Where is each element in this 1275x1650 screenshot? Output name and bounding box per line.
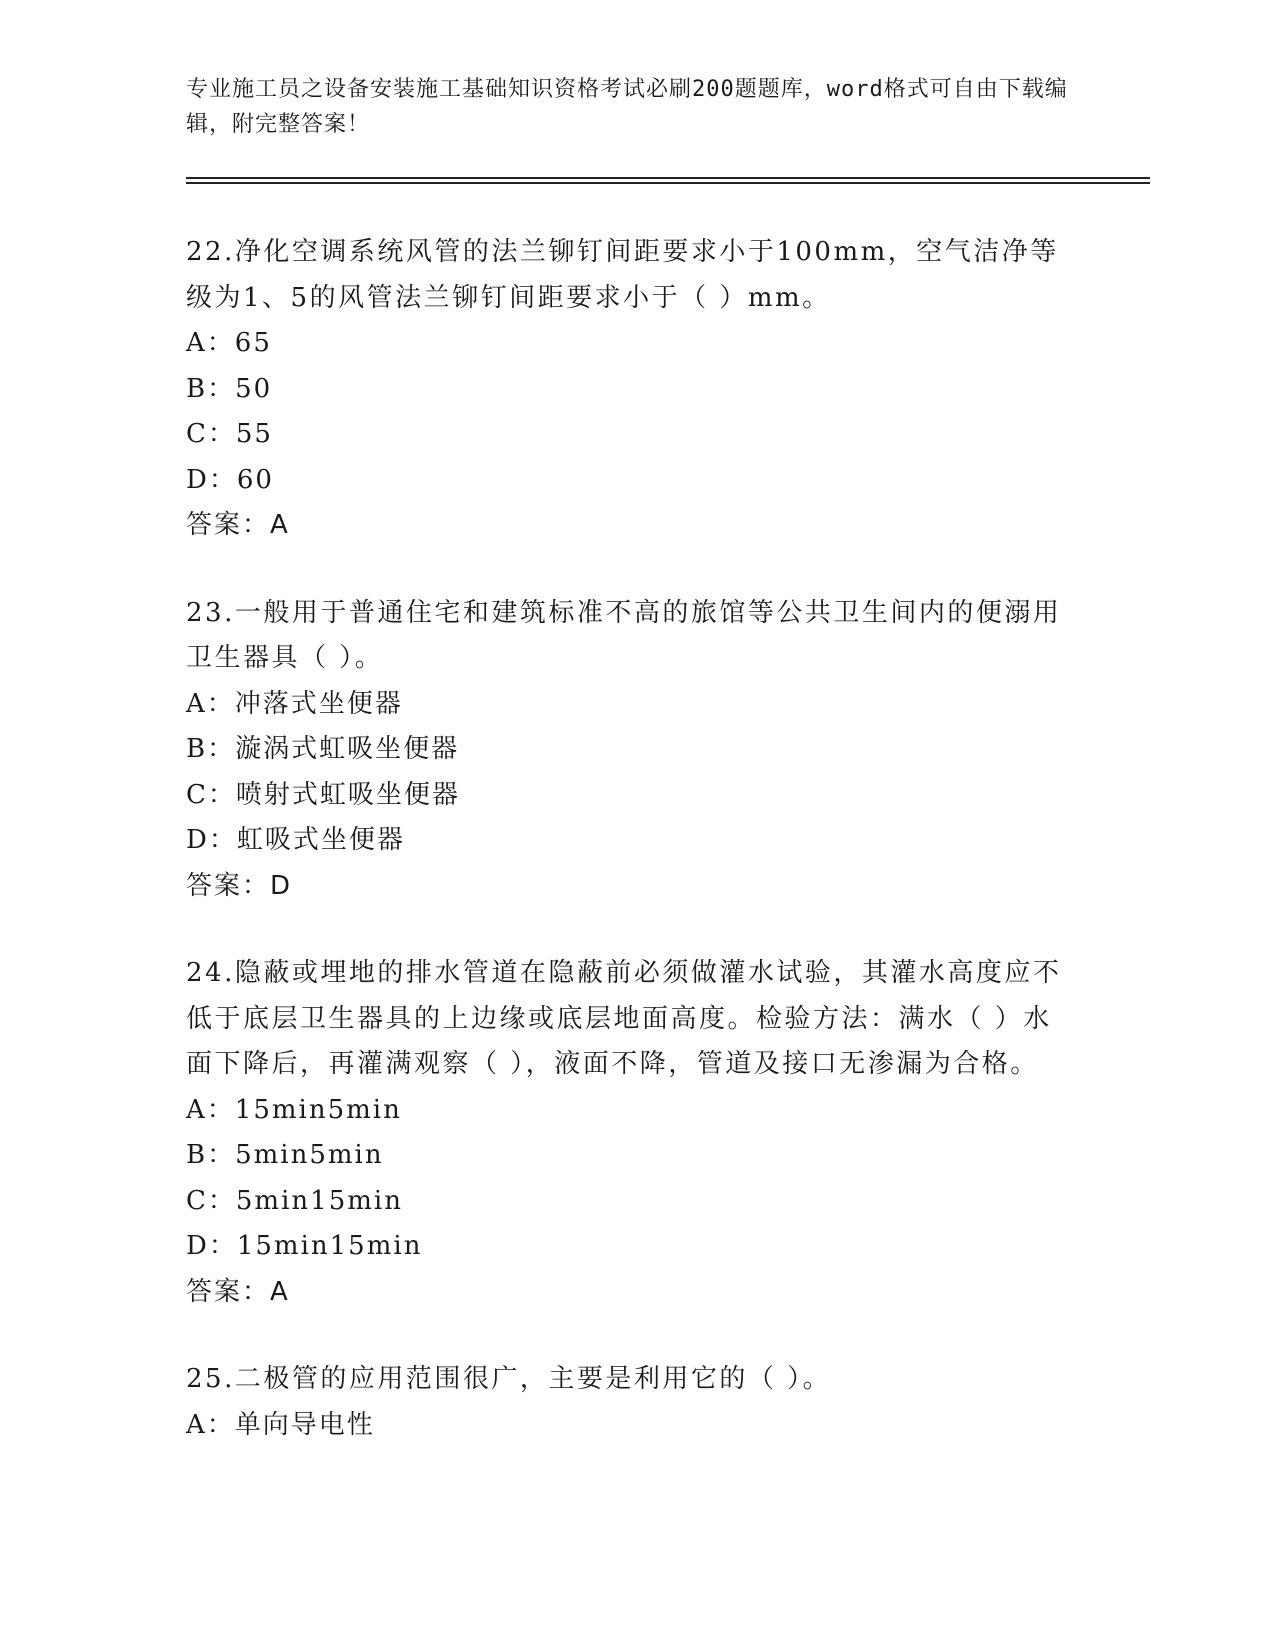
option-a: A：15min5min: [186, 1094, 402, 1125]
option-c: C：55: [186, 419, 273, 449]
option-d: D：60: [186, 464, 274, 495]
answer: 答案：A: [186, 1276, 290, 1307]
question-text: 22.净化空调系统风管的法兰铆钉间距要求小于100mm，空气洁净等级为1、5的风管法兰铆钉间距要求小于（ ）mm。: [186, 237, 1059, 313]
document-header: 专业施工员之设备安装施工基础知识资格考试必刷200题题库，word格式可自由下载编辑，附完整答案！: [186, 77, 1068, 137]
answer: 答案：A: [186, 510, 290, 540]
option-b: B：5min5min: [186, 1140, 384, 1170]
option-c: C：喷射式虹吸坐便器: [186, 779, 460, 810]
question-22: [186, 230, 1076, 549]
option-d: D：虹吸式坐便器: [186, 825, 405, 855]
question-23: [186, 591, 1076, 910]
option-a: A：单向导电性: [186, 1409, 375, 1440]
option-a: A：冲落式坐便器: [186, 688, 403, 719]
option-b: B：漩涡式虹吸坐便器: [186, 734, 460, 764]
header-rule-bottom: [186, 182, 1150, 184]
header-rule-top: [186, 177, 1150, 179]
question-text: 23.一般用于普通住宅和建筑标准不高的旅馆等公共卫生间内的便溺用卫生器具（ ）。: [186, 597, 1062, 673]
question-text: 25.二极管的应用范围很广，主要是利用它的（ ）。: [186, 1364, 832, 1394]
option-a: A：65: [186, 328, 272, 358]
question-25: [186, 1357, 1076, 1448]
question-list: [186, 230, 1076, 1490]
question-24: [186, 951, 1076, 1315]
option-c: C：5min15min: [186, 1185, 403, 1216]
option-d: D：15min15min: [186, 1231, 423, 1261]
question-text: 24.隐蔽或埋地的排水管道在隐蔽前必须做灌水试验，其灌水高度应不低于底层卫生器具的上边缘或底层地面高度。检验方法：满水（ ）水面下降后，再灌满观察（ ），液面不降，管道及接口无渗漏为合格。: [186, 958, 1062, 1079]
answer: 答案：D: [186, 870, 293, 901]
option-b: B：50: [186, 373, 273, 404]
